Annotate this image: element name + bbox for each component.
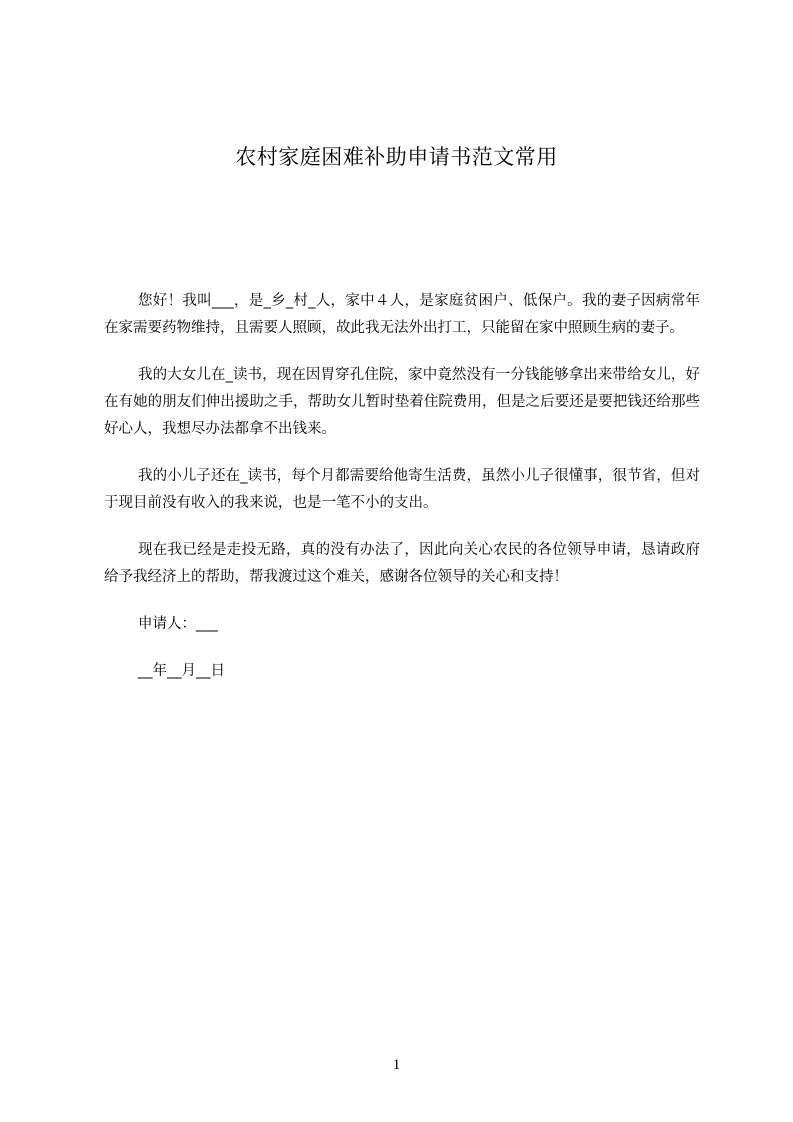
paragraph-son: 我的小儿子还在_读书，每个月都需要给他寄生活费，虽然小儿子很懂事，很节省，但对于现目前没有收入的我来说，也是一笔不小的支出。 (104, 468, 700, 511)
date-line: __年__月__日 (138, 663, 225, 679)
page-number: 1 (392, 1057, 401, 1073)
paragraph-daughter: 我的大女儿在_读书，现在因胃穿孔住院，家中竟然没有一分钱能够拿出来带给女儿，好在有她的朋友们伸出援助之手，帮助女儿暂时垫着住院费用，但是之后要还是要把钱还给那些好心人，我想尽办法都拿不出钱来。 (104, 367, 700, 437)
document-title: 农村家庭困难补助申请书范文常用 (235, 145, 558, 169)
applicant-line: 申请人：___ (138, 616, 218, 632)
paragraph-request: 现在我已经是走投无路，真的没有办法了，因此向关心农民的各位领导申请，恳请政府给予我经济上的帮助，帮我渡过这个难关，感谢各位领导的关心和支持！ (104, 542, 700, 585)
document-body (104, 288, 700, 705)
paragraph-family-situation: 您好！我叫___，是_乡_村_人，家中４人，是家庭贫困户、低保户。我的妻子因病常年在家需要药物维持，且需要人照顾，故此我无法外出打工，只能留在家中照顾生病的妻子。 (104, 293, 700, 336)
